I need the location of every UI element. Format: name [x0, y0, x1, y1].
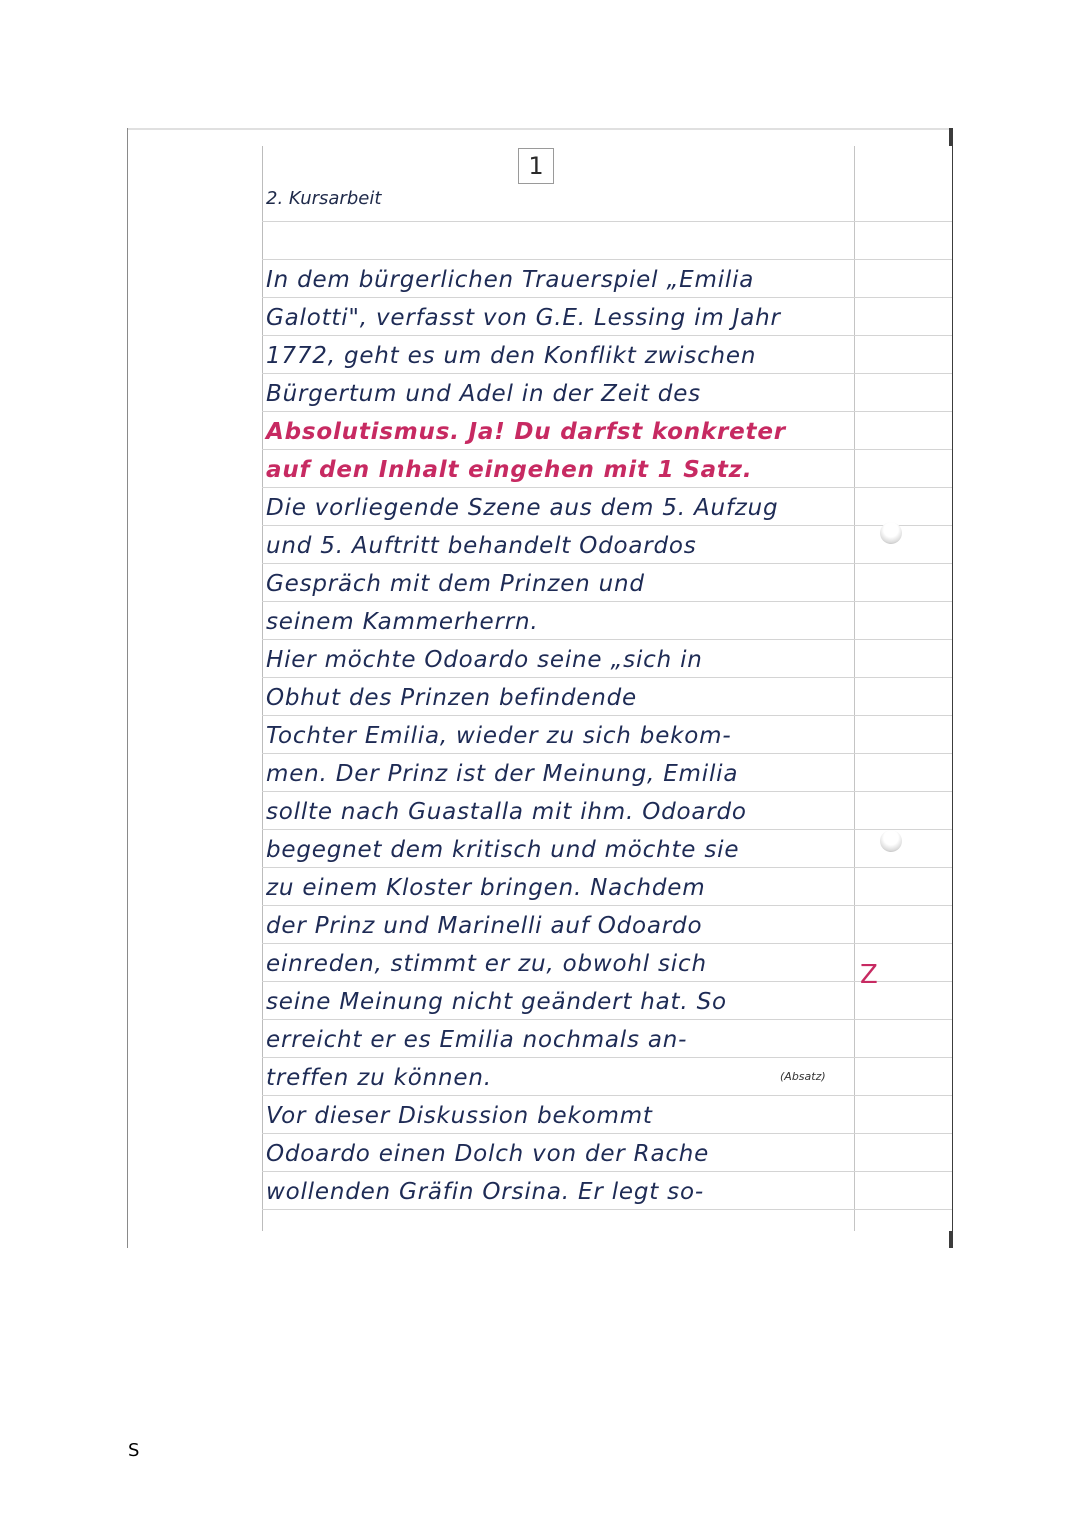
teacher-comment-line: Absolutismus. Ja! Du darfst konkreter [266, 419, 786, 445]
heading: 2. Kursarbeit [266, 188, 382, 209]
text-line: einreden, stimmt er zu, obwohl sich [266, 951, 707, 977]
text-line: Vor dieser Diskussion bekommt [266, 1103, 653, 1129]
text-line: seine Meinung nicht geändert hat. So [266, 989, 727, 1015]
scan-top-edge [128, 128, 952, 130]
text-line: seinem Kammerherrn. [266, 609, 539, 635]
left-margin-line [262, 146, 263, 1231]
scanned-page [127, 128, 952, 1248]
text-line: erreicht er es Emilia nochmals an- [266, 1027, 688, 1053]
text-line: zu einem Kloster bringen. Nachdem [266, 875, 706, 901]
text-line: treffen zu können. [266, 1065, 492, 1091]
punch-hole [880, 522, 902, 544]
corner-letter: S [128, 1440, 140, 1461]
text-line: sollte nach Guastalla mit ihm. Odoardo [266, 799, 747, 825]
text-line: Obhut des Prinzen befindende [266, 685, 637, 711]
right-margin-line [854, 146, 855, 1231]
ruled-paper [262, 146, 952, 1231]
text-line: Gespräch mit dem Prinzen und [266, 571, 645, 597]
text-line: Bürgertum und Adel in der Zeit des [266, 381, 701, 407]
margin-mark: Z [860, 960, 878, 990]
text-line: Die vorliegende Szene aus dem 5. Aufzug [266, 495, 779, 521]
ruled-line [262, 259, 952, 260]
text-line: Odoardo einen Dolch von der Rache [266, 1141, 710, 1167]
page-number: 1 [518, 148, 554, 184]
text-line: Galotti", verfasst von G.E. Lessing im Jahr [266, 305, 781, 331]
text-line: Tochter Emilia, wieder zu sich bekom- [266, 723, 732, 749]
text-line: wollenden Gräfin Orsina. Er legt so- [266, 1179, 704, 1205]
text-line: und 5. Auftritt behandelt Odoardos [266, 533, 697, 559]
text-line: In dem bürgerlichen Trauerspiel „Emilia [266, 267, 755, 293]
text-line: Hier möchte Odoardo seine „sich in [266, 647, 703, 673]
absatz-annotation: (Absatz) [780, 1070, 826, 1083]
text-line: der Prinz und Marinelli auf Odoardo [266, 913, 703, 939]
ruled-line [262, 221, 952, 222]
teacher-comment-line: auf den Inhalt eingehen mit 1 Satz. [266, 457, 753, 483]
punch-hole [880, 830, 902, 852]
text-line: begegnet dem kritisch und möchte sie [266, 837, 740, 863]
text-line: men. Der Prinz ist der Meinung, Emilia [266, 761, 739, 787]
text-line: 1772, geht es um den Konflikt zwischen [266, 343, 757, 369]
